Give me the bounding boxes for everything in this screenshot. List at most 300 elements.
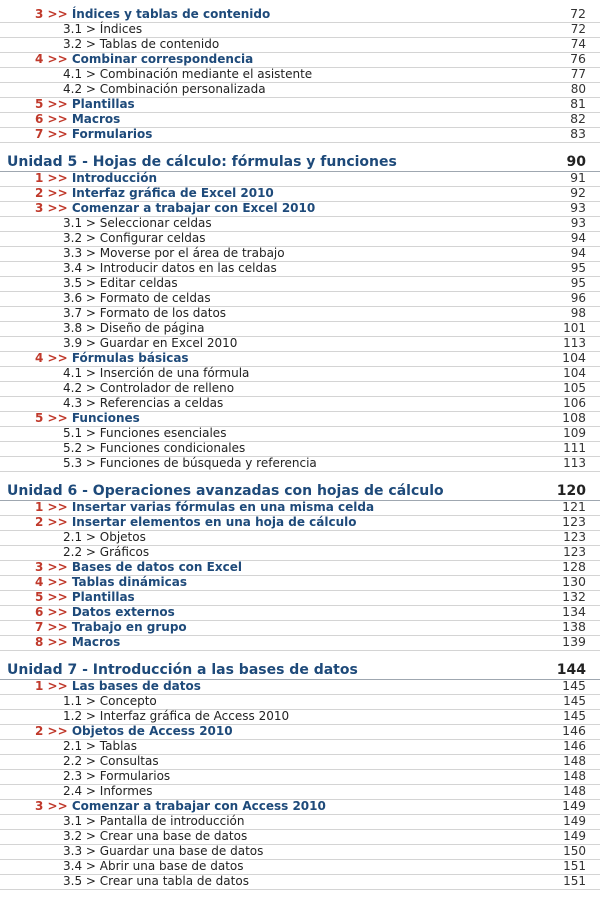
- entry-label: [35, 171, 157, 185]
- entry-separator: >: [82, 366, 100, 380]
- entry-separator: >>: [43, 799, 72, 813]
- entry-label: [63, 336, 237, 350]
- entry-label: [35, 186, 274, 200]
- toc-section-row: [0, 516, 600, 531]
- page-number: 95: [570, 276, 586, 290]
- entry-number: 3.8: [63, 321, 83, 335]
- entry-separator: >>: [43, 724, 72, 738]
- entry-number: 2: [35, 186, 44, 200]
- toc-subsection-row: [0, 830, 600, 845]
- entry-label: [63, 321, 204, 335]
- page-number: 151: [563, 874, 586, 888]
- entry-number: 4.1: [63, 366, 83, 380]
- page-number: 113: [563, 336, 586, 350]
- entry-label: [63, 306, 226, 320]
- entry-label: [63, 426, 226, 440]
- entry-separator: >>: [43, 411, 72, 425]
- entry-number: 3: [35, 799, 44, 813]
- entry-title: Funciones condicionales: [99, 441, 246, 455]
- entry-title: Bases de datos con Excel: [71, 560, 242, 574]
- entry-title: Objetos: [99, 530, 146, 544]
- entry-separator: >>: [43, 605, 72, 619]
- entry-separator: >: [82, 246, 100, 260]
- entry-separator: >>: [43, 679, 72, 693]
- entry-separator: >: [82, 82, 100, 96]
- toc-subsection-row: [0, 845, 600, 860]
- entry-number: 1.1: [63, 694, 83, 708]
- entry-title: Fórmulas básicas: [71, 351, 189, 365]
- toc-subsection-row: [0, 367, 600, 382]
- entry-separator: >: [82, 22, 100, 36]
- entry-number: 3.2: [63, 231, 83, 245]
- entry-title: Configurar celdas: [99, 231, 206, 245]
- entry-separator: >>: [43, 112, 72, 126]
- entry-number: 3.7: [63, 306, 83, 320]
- entry-number: 7: [35, 127, 44, 141]
- entry-number: 2.2: [63, 545, 83, 559]
- toc-section-row: [0, 128, 600, 143]
- entry-number: 5.1: [63, 426, 83, 440]
- page-number: 106: [563, 396, 586, 410]
- entry-separator: >: [82, 829, 100, 843]
- entry-title: Comenzar a trabajar con Excel 2010: [71, 201, 316, 215]
- entry-label: [63, 67, 312, 81]
- page-number: 108: [562, 410, 586, 425]
- entry-number: 3.2: [63, 37, 83, 51]
- entry-separator: >: [82, 545, 100, 559]
- page-number: 101: [563, 321, 586, 335]
- entry-separator: >: [82, 814, 100, 828]
- entry-number: 6: [35, 112, 44, 126]
- entry-title: Insertar varias fórmulas en una misma celda: [71, 500, 375, 514]
- entry-number: 2: [35, 515, 44, 529]
- entry-title: Informes: [99, 784, 153, 798]
- toc-subsection-row: [0, 427, 600, 442]
- entry-separator: >: [82, 739, 100, 753]
- entry-number: 2.4: [63, 784, 83, 798]
- toc-section-row: [0, 636, 600, 651]
- entry-label: [35, 620, 187, 634]
- toc-subsection-row: [0, 38, 600, 53]
- entry-title: Introducción: [71, 171, 157, 185]
- entry-separator: >>: [43, 560, 72, 574]
- toc-section-row: [0, 187, 600, 202]
- entry-number: 3.3: [63, 246, 83, 260]
- entry-label: [35, 635, 120, 649]
- page-number: 74: [570, 37, 586, 51]
- toc-subsection-row: [0, 546, 600, 561]
- entry-number: 3.2: [63, 829, 83, 843]
- entry-number: 3.9: [63, 336, 83, 350]
- toc-section-row: [0, 606, 600, 621]
- entry-label: [63, 769, 170, 783]
- entry-title: Abrir una base de datos: [99, 859, 244, 873]
- page-number: 109: [563, 426, 586, 440]
- entry-separator: >>: [43, 127, 72, 141]
- entry-title: Macros: [71, 112, 121, 126]
- entry-label: [63, 829, 247, 843]
- entry-label: [63, 82, 266, 96]
- entry-separator: >>: [43, 500, 72, 514]
- entry-title: Formularios: [71, 127, 153, 141]
- entry-number: 4: [35, 351, 44, 365]
- entry-title: Pantalla de introducción: [99, 814, 245, 828]
- toc-section-row: [0, 501, 600, 516]
- toc-subsection-row: [0, 770, 600, 785]
- entry-title: Combinar correspondencia: [71, 52, 254, 66]
- entry-title: Las bases de datos: [71, 679, 201, 693]
- entry-title: Insertar elementos en una hoja de cálculo: [71, 515, 357, 529]
- entry-number: 5.3: [63, 456, 83, 470]
- toc-subsection-row: [0, 68, 600, 83]
- page-number: 111: [563, 441, 586, 455]
- entry-label: [63, 231, 205, 245]
- page-number: 104: [563, 366, 586, 380]
- page-number: 95: [570, 261, 586, 275]
- entry-label: [63, 739, 137, 753]
- entry-label: [63, 22, 142, 36]
- entry-title: Tablas de contenido: [99, 37, 220, 51]
- entry-label: [35, 799, 326, 813]
- page-number: 121: [562, 499, 586, 514]
- entry-label: [35, 575, 187, 589]
- page-number: 81: [570, 96, 586, 111]
- entry-separator: >>: [43, 97, 72, 111]
- entry-title: Tablas dinámicas: [71, 575, 187, 589]
- entry-label: [63, 784, 153, 798]
- entry-label: [35, 52, 253, 66]
- entry-label: [63, 37, 219, 51]
- toc-section-row: [0, 412, 600, 427]
- entry-number: 4.1: [63, 67, 83, 81]
- entry-number: 3: [35, 201, 44, 215]
- entry-number: 3.1: [63, 216, 83, 230]
- toc-subsection-row: [0, 531, 600, 546]
- entry-separator: >>: [43, 620, 72, 634]
- entry-title: Macros: [71, 635, 121, 649]
- page-number: 113: [563, 456, 586, 470]
- entry-separator: >: [82, 396, 100, 410]
- entry-label: [63, 545, 149, 559]
- entry-number: 5: [35, 590, 44, 604]
- unit-heading: [0, 154, 600, 172]
- entry-title: Comenzar a trabajar con Access 2010: [71, 799, 326, 813]
- entry-number: 4.2: [63, 381, 83, 395]
- entry-separator: >>: [43, 575, 72, 589]
- entry-label: [63, 694, 157, 708]
- entry-label: [35, 411, 140, 425]
- entry-separator: >: [82, 381, 100, 395]
- page-number: 104: [562, 350, 586, 365]
- toc-subsection-row: [0, 740, 600, 755]
- entry-number: 3.5: [63, 874, 83, 888]
- entry-label: [63, 396, 223, 410]
- entry-separator: >: [82, 754, 100, 768]
- entry-number: 1: [35, 679, 44, 693]
- page-number: 149: [562, 798, 586, 813]
- entry-label: [63, 366, 249, 380]
- entry-separator: >>: [43, 590, 72, 604]
- entry-separator: >>: [43, 635, 72, 649]
- page-number: 91: [570, 170, 586, 185]
- toc-subsection-row: [0, 232, 600, 247]
- page-number: 94: [570, 231, 586, 245]
- entry-separator: >>: [43, 7, 72, 21]
- entry-label: [35, 515, 356, 529]
- page-number: 123: [563, 530, 586, 544]
- entry-title: Combinación personalizada: [99, 82, 266, 96]
- entry-title: Índices y tablas de contenido: [71, 7, 271, 21]
- entry-separator: >>: [43, 351, 72, 365]
- entry-separator: >>: [43, 515, 72, 529]
- page-number: 146: [563, 739, 586, 753]
- toc-section-row: [0, 561, 600, 576]
- page-number: 123: [563, 545, 586, 559]
- toc-subsection-row: [0, 292, 600, 307]
- page-number: 96: [570, 291, 586, 305]
- entry-title: Guardar en Excel 2010: [99, 336, 238, 350]
- toc-subsection-row: [0, 875, 600, 890]
- page-number: 120: [556, 483, 586, 499]
- toc-section-row: [0, 172, 600, 187]
- entry-separator: >: [82, 261, 100, 275]
- page-number: 92: [570, 185, 586, 200]
- page-number: 128: [562, 559, 586, 574]
- page-number: 72: [570, 22, 586, 36]
- toc-subsection-row: [0, 755, 600, 770]
- entry-title: Gráficos: [99, 545, 150, 559]
- toc-subsection-row: [0, 83, 600, 98]
- entry-number: 4: [35, 52, 44, 66]
- toc-subsection-row: [0, 247, 600, 262]
- toc-section-row: [0, 53, 600, 68]
- toc-subsection-row: [0, 217, 600, 232]
- toc-subsection-row: [0, 307, 600, 322]
- entry-title: Datos externos: [71, 605, 175, 619]
- entry-number: 4: [35, 575, 44, 589]
- entry-title: Funciones: [71, 411, 140, 425]
- entry-label: [35, 724, 233, 738]
- page-number: 145: [562, 678, 586, 693]
- toc-section-row: [0, 576, 600, 591]
- toc-subsection-row: [0, 337, 600, 352]
- entry-label: Unidad 7 - Introducción a las bases de datos: [7, 662, 358, 678]
- page-number: 82: [570, 111, 586, 126]
- entry-title: Crear una tabla de datos: [99, 874, 249, 888]
- entry-number: 5: [35, 411, 44, 425]
- entry-separator: >: [82, 530, 100, 544]
- toc-subsection-row: [0, 23, 600, 38]
- entry-separator: >: [82, 709, 100, 723]
- entry-label: [63, 276, 178, 290]
- entry-number: 2.2: [63, 754, 83, 768]
- entry-label: [35, 605, 175, 619]
- entry-title: Tablas: [99, 739, 138, 753]
- entry-title: Formato de los datos: [99, 306, 227, 320]
- unit-heading: [0, 483, 600, 501]
- entry-separator: >: [82, 276, 100, 290]
- page-number: 94: [570, 246, 586, 260]
- page-number: 76: [570, 51, 586, 66]
- toc-subsection-row: [0, 695, 600, 710]
- toc-subsection-row: [0, 397, 600, 412]
- entry-number: 1: [35, 171, 44, 185]
- entry-number: 4.3: [63, 396, 83, 410]
- page-number: 90: [566, 154, 586, 170]
- page-number: 151: [563, 859, 586, 873]
- toc-section-row: [0, 8, 600, 23]
- page-number: 148: [563, 784, 586, 798]
- entry-number: 3: [35, 560, 44, 574]
- entry-label: [63, 246, 285, 260]
- page-number: 134: [562, 604, 586, 619]
- entry-separator: >: [82, 456, 100, 470]
- page-number: 77: [570, 67, 586, 81]
- entry-title: Introducir datos en las celdas: [99, 261, 277, 275]
- entry-label: [35, 590, 135, 604]
- entry-number: 3.4: [63, 859, 83, 873]
- page-number: 148: [563, 769, 586, 783]
- entry-label: [63, 844, 263, 858]
- toc-subsection-row: [0, 710, 600, 725]
- toc-subsection-row: [0, 382, 600, 397]
- entry-separator: >: [82, 321, 100, 335]
- entry-label: [35, 560, 242, 574]
- page-number: 148: [563, 754, 586, 768]
- entry-separator: >: [82, 694, 100, 708]
- toc-subsection-row: [0, 785, 600, 800]
- entry-title: Diseño de página: [99, 321, 205, 335]
- entry-separator: >: [82, 426, 100, 440]
- entry-label: [63, 814, 245, 828]
- toc-subsection-row: [0, 277, 600, 292]
- page-number: 144: [556, 662, 586, 678]
- entry-number: 3.4: [63, 261, 83, 275]
- toc-section-row: [0, 352, 600, 367]
- toc-section-row: [0, 113, 600, 128]
- entry-title: Formularios: [99, 769, 171, 783]
- entry-label: [63, 291, 211, 305]
- entry-title: Guardar una base de datos: [99, 844, 264, 858]
- entry-title: Interfaz gráfica de Access 2010: [99, 709, 290, 723]
- entry-separator: >: [82, 874, 100, 888]
- toc-subsection-row: [0, 457, 600, 472]
- entry-title: Formato de celdas: [99, 291, 211, 305]
- entry-separator: >: [82, 67, 100, 81]
- entry-number: 4.2: [63, 82, 83, 96]
- entry-number: 7: [35, 620, 44, 634]
- toc-section-row: [0, 680, 600, 695]
- entry-number: 1: [35, 500, 44, 514]
- entry-label: [35, 679, 201, 693]
- entry-title: Consultas: [99, 754, 159, 768]
- entry-title: Objetos de Access 2010: [71, 724, 233, 738]
- page-number: 149: [563, 814, 586, 828]
- entry-separator: >>: [43, 201, 72, 215]
- toc-section-row: [0, 725, 600, 740]
- page-number: 72: [570, 6, 586, 21]
- entry-label: [35, 201, 315, 215]
- page-number: 138: [562, 619, 586, 634]
- entry-title: Controlador de relleno: [99, 381, 235, 395]
- toc-section-row: [0, 591, 600, 606]
- entry-separator: >: [82, 37, 100, 51]
- entry-title: Funciones de búsqueda y referencia: [99, 456, 317, 470]
- entry-separator: >: [82, 291, 100, 305]
- entry-number: 2.3: [63, 769, 83, 783]
- entry-title: Moverse por el área de trabajo: [99, 246, 285, 260]
- entry-number: 8: [35, 635, 44, 649]
- entry-number: 3.1: [63, 22, 83, 36]
- entry-title: Combinación mediante el asistente: [99, 67, 313, 81]
- entry-separator: >: [82, 769, 100, 783]
- entry-label: [63, 530, 146, 544]
- page-number: 146: [562, 723, 586, 738]
- page-number: 83: [570, 126, 586, 141]
- entry-number: 3.3: [63, 844, 83, 858]
- entry-number: 5.2: [63, 441, 83, 455]
- entry-label: [63, 216, 212, 230]
- entry-title: Índices: [99, 22, 143, 36]
- page-number: 98: [570, 306, 586, 320]
- toc-section-row: [0, 98, 600, 113]
- page-number: 93: [570, 200, 586, 215]
- entry-title: Plantillas: [71, 97, 135, 111]
- page-number: 149: [563, 829, 586, 843]
- entry-title: Plantillas: [71, 590, 135, 604]
- entry-title: Funciones esenciales: [99, 426, 227, 440]
- entry-number: 3.5: [63, 276, 83, 290]
- toc-section-row: [0, 621, 600, 636]
- page-number: 123: [562, 514, 586, 529]
- entry-label: [63, 874, 249, 888]
- entry-separator: >: [82, 306, 100, 320]
- entry-separator: >>: [43, 52, 72, 66]
- entry-title: Interfaz gráfica de Excel 2010: [71, 186, 274, 200]
- toc-subsection-row: [0, 262, 600, 277]
- entry-title: Concepto: [99, 694, 157, 708]
- entry-label: [35, 112, 120, 126]
- entry-number: 3.6: [63, 291, 83, 305]
- entry-label: [63, 381, 234, 395]
- entry-separator: >: [82, 441, 100, 455]
- entry-number: 2.1: [63, 530, 83, 544]
- entry-label: [35, 351, 189, 365]
- entry-label: [63, 709, 289, 723]
- entry-number: 2.1: [63, 739, 83, 753]
- entry-separator: >>: [43, 171, 72, 185]
- entry-number: 6: [35, 605, 44, 619]
- page-number: 145: [563, 694, 586, 708]
- entry-separator: >: [82, 844, 100, 858]
- entry-title: Inserción de una fórmula: [99, 366, 250, 380]
- entry-separator: >: [82, 336, 100, 350]
- entry-label: Unidad 5 - Hojas de cálculo: fórmulas y funciones: [7, 154, 397, 170]
- entry-title: Referencias a celdas: [99, 396, 224, 410]
- page-number: 105: [563, 381, 586, 395]
- entry-label: [63, 441, 245, 455]
- entry-label: [35, 500, 374, 514]
- entry-title: Trabajo en grupo: [71, 620, 187, 634]
- page-number: 130: [562, 574, 586, 589]
- entry-number: 1.2: [63, 709, 83, 723]
- entry-label: [63, 261, 277, 275]
- entry-separator: >: [82, 216, 100, 230]
- entry-number: 5: [35, 97, 44, 111]
- toc-section-row: [0, 800, 600, 815]
- entry-title: Editar celdas: [99, 276, 178, 290]
- unit-heading: [0, 662, 600, 680]
